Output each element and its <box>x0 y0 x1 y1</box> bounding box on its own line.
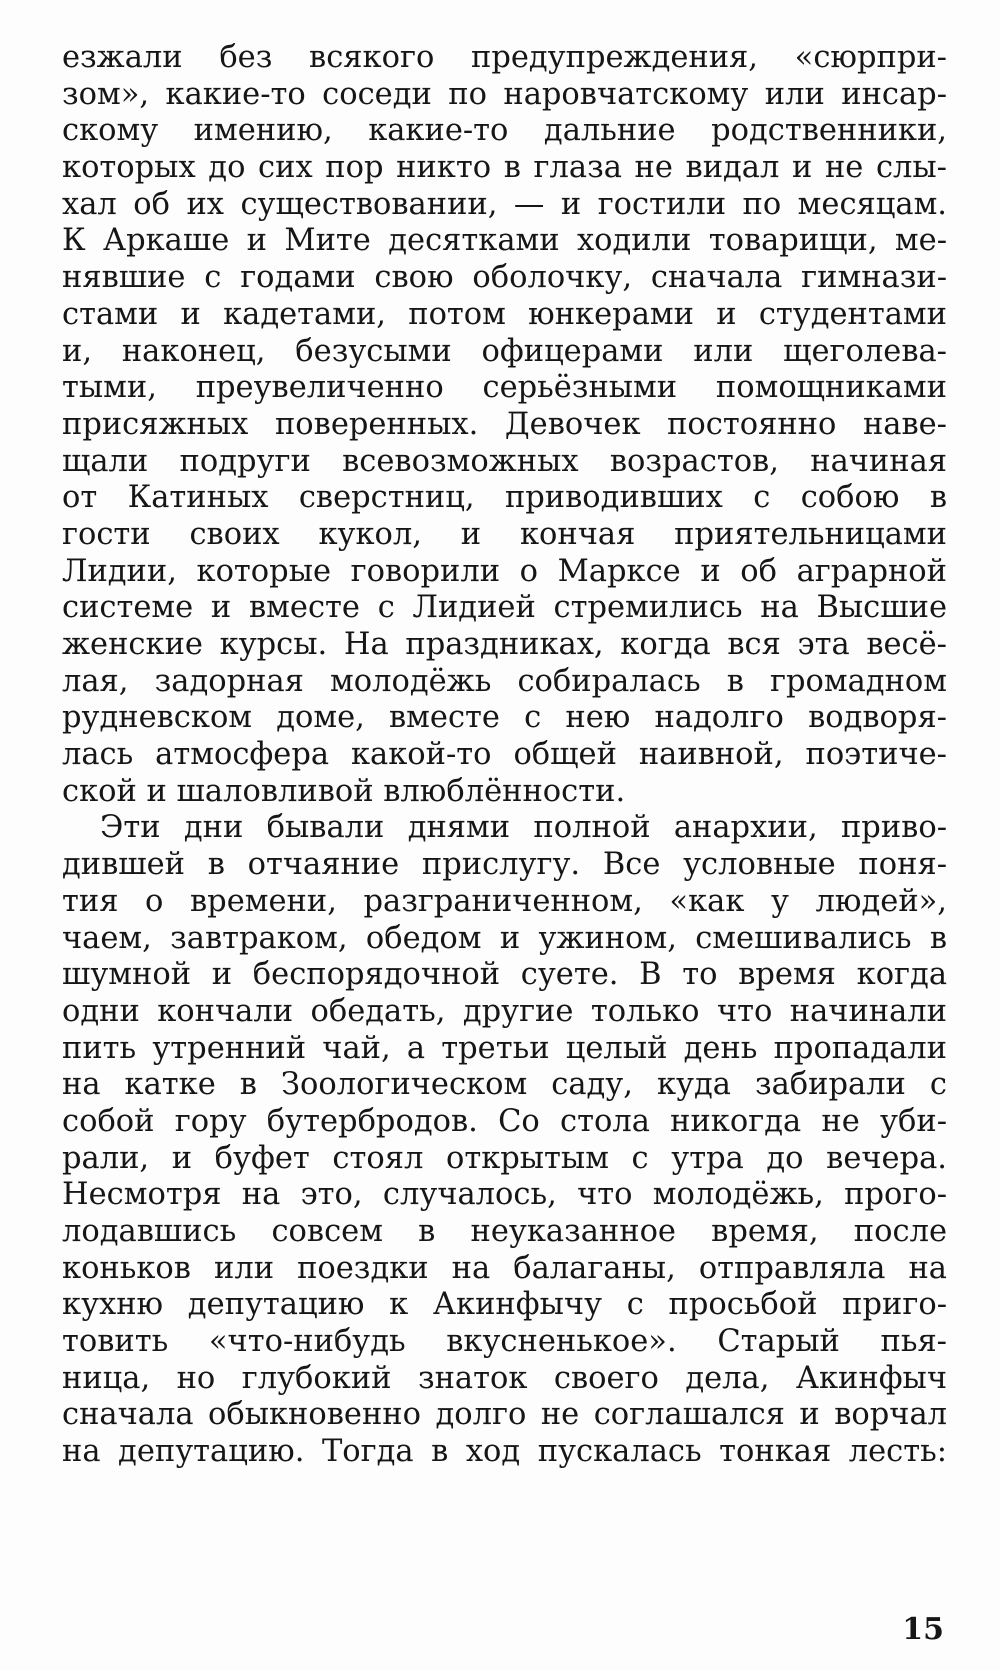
text-line: на катке в Зоологическом саду, куда забирали с <box>62 1067 947 1103</box>
text-line: кухню депутацию к Акинфычу с просьбой приго- <box>62 1287 947 1323</box>
text-line: скому имению, какие-то дальние родственники, <box>62 113 947 149</box>
text-line: коньков или поездки на балаганы, отправляла на <box>62 1250 947 1286</box>
text-line: нявшие с годами свою оболочку, сначала гимнази- <box>62 260 947 296</box>
text-line: гости своих кукол, и кончая приятельницами <box>62 516 947 552</box>
text-line: рудневском доме, вместе с нею надолго водворя- <box>62 700 947 736</box>
text-line: чаем, завтраком, обедом и ужином, смешивались в <box>62 920 947 956</box>
text-line: на депутацию. Тогда в ход пускалась тонкая лесть: <box>62 1434 947 1470</box>
text-line: лодавшись совсем в неуказанное время, после <box>62 1214 947 1249</box>
text-line: одни кончали обедать, другие только что начинали <box>62 993 947 1029</box>
text-line: женские курсы. На праздниках, когда вся эта весё- <box>62 627 947 662</box>
paragraph-start-line: Эти дни бывали днями полной анархии, приво- <box>100 810 947 846</box>
text-line: тия о времени, разграниченном, «как у людей», <box>62 883 947 919</box>
text-line: от Катиных сверстниц, приводивших с собою в <box>62 480 947 516</box>
text-line: собой гору бутербродов. Со стола никогда не уби- <box>62 1103 947 1139</box>
text-line: К Аркаше и Мите десятками ходили товарищи, ме- <box>62 223 947 259</box>
text-line: которых до сих пор никто в глаза не видал и не слы- <box>62 150 947 186</box>
text-line: пить утренний чай, а третьи целый день пропадали <box>62 1030 947 1066</box>
text-line: тыми, преувеличенно серьёзными помощниками <box>62 370 947 406</box>
text-line: системе и вместе с Лидией стремились на Высшие <box>62 590 947 626</box>
paragraph-end-line: ской и шаловливой влюблённости. <box>62 773 626 809</box>
text-line: щали подруги всевозможных возрастов, начиная <box>62 443 947 479</box>
text-line: присяжных поверенных. Девочек постоянно наве- <box>62 406 947 442</box>
text-line: стами и кадетами, потом юнкерами и студентами <box>62 296 947 332</box>
text-line: товить «что-нибудь вкусненькое». Старый пья- <box>62 1324 947 1360</box>
text-line: Лидии, которые говорили о Марксе и об аграрной <box>62 553 947 589</box>
text-line: ница, но глубокий знаток своего дела, Акинфыч <box>62 1360 947 1396</box>
text-line: дившей в отчаяние прислугу. Все условные поня- <box>62 847 947 883</box>
text-line: и, наконец, безусыми офицерами или щеголева- <box>62 333 947 369</box>
text-line: сначала обыкновенно долго не соглашался и ворчал <box>62 1397 947 1433</box>
text-line: шумной и беспорядочной суете. В то время когда <box>62 957 947 993</box>
text-line: рали, и буфет стоял открытым с утра до вечера. <box>62 1140 947 1176</box>
text-line: лась атмосфера какой-то общей наивной, поэтиче- <box>62 737 947 773</box>
text-line: зом», какие-то соседи по наровчатскому или инсар- <box>62 76 947 112</box>
body-text <box>62 40 947 1471</box>
text-line: езжали без всякого предупреждения, «сюрпри- <box>62 40 947 75</box>
text-line: хал об их существовании, — и гостили по месяцам. <box>62 186 947 222</box>
text-line: лая, задорная молодёжь собиралась в громадном <box>62 663 947 699</box>
page-number: 15 <box>902 1612 944 1647</box>
text-line: Несмотря на это, случалось, что молодёжь, прого- <box>62 1177 947 1213</box>
